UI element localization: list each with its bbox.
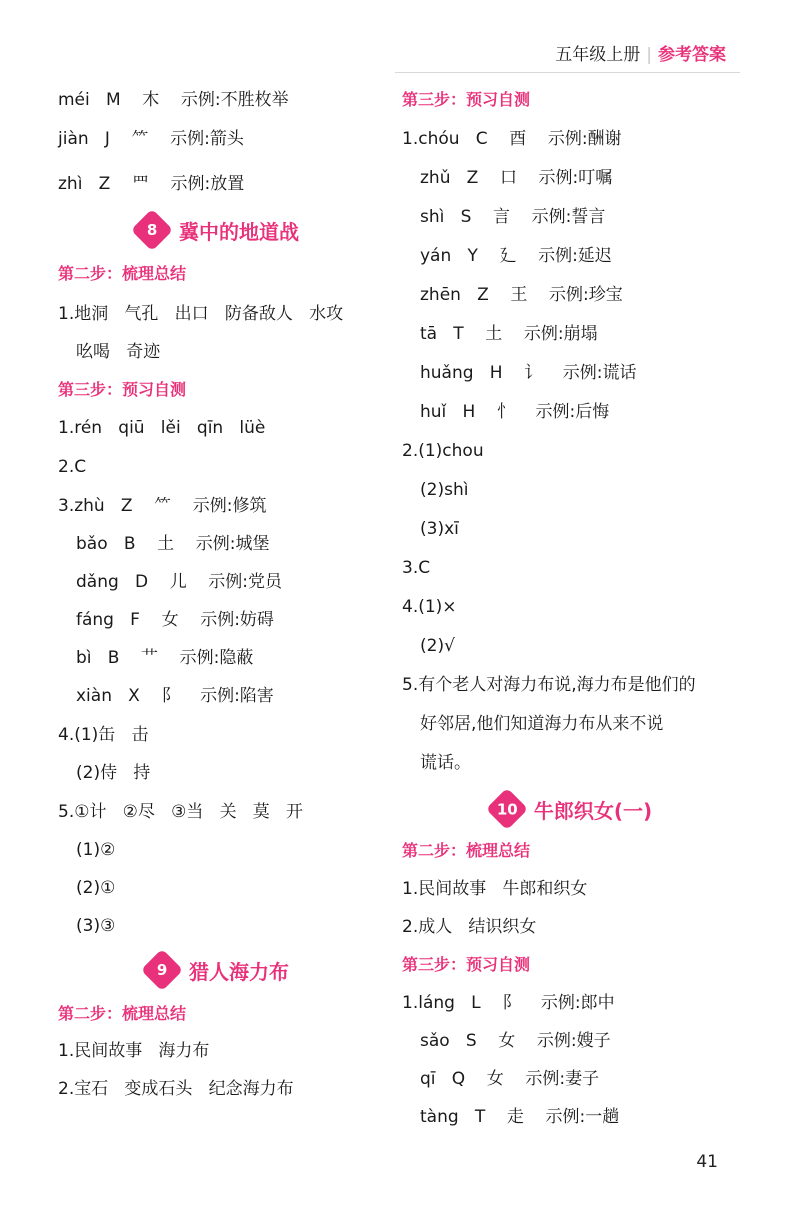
section-heading: 第二步：梳理总结 [58, 1004, 187, 1023]
answer-line: 3.zhù Z ⺮ 示例:修筑 [58, 496, 267, 516]
answer-line: shì S 言 示例:誓言 [420, 207, 606, 227]
answer-line: (2)侍 持 [76, 763, 151, 783]
answer-line: huǐ H 忄 示例:后悔 [420, 402, 610, 422]
answer-line: 2.宝石 变成石头 纪念海力布 [58, 1079, 294, 1099]
answer-line: zhǔ Z 口 示例:叮嘱 [420, 168, 613, 188]
answer-line: bì B 艹 示例:隐蔽 [76, 648, 254, 668]
answer-line: (2)shì [420, 480, 469, 500]
section-heading: 第三步：预习自测 [402, 90, 531, 109]
answer-line: 吆喝 奇迹 [76, 342, 161, 362]
answer-line: (3)③ [76, 916, 116, 936]
answer-line: qī Q 女 示例:妻子 [420, 1069, 600, 1089]
answer-line: 1.民间故事 海力布 [58, 1041, 210, 1061]
answer-line: zhēn Z 王 示例:珍宝 [420, 285, 623, 305]
lesson-number-badge: 8 [131, 209, 173, 251]
answer-line: 2.(1)chou [402, 441, 484, 461]
lesson-title: 牛郎织女(一) [533, 798, 653, 823]
answer-line: bǎo B 土 示例:城堡 [76, 534, 270, 554]
section-heading: 第三步：预习自测 [402, 955, 531, 974]
answer-line: 好邻居,他们知道海力布从来不说 [420, 714, 664, 734]
lesson-number-badge: 10 [486, 788, 528, 830]
answer-line: 1.rén qiū lěi qīn lüè [58, 418, 266, 438]
answer-line: (1)② [76, 840, 116, 860]
answer-line: 5.有个老人对海力布说,海力布是他们的 [402, 675, 696, 695]
answer-line: méi M 木 示例:不胜枚举 [58, 90, 289, 110]
answer-line: (2)√ [420, 636, 455, 656]
right-column [402, 72, 742, 1127]
answer-line: 谎话。 [420, 753, 471, 773]
lesson-title: 猎人海力布 [189, 959, 289, 984]
answer-line: (2)① [76, 878, 116, 898]
answer-line: 1.chóu C 酉 示例:酬谢 [402, 129, 622, 149]
lesson-number-badge: 9 [141, 949, 183, 991]
answer-line: xiàn X 阝 示例:陷害 [76, 686, 274, 706]
answer-line: 4.(1)× [402, 597, 457, 617]
answer-line: tàng T 走 示例:一趟 [420, 1107, 620, 1127]
section-heading: 第二步：梳理总结 [402, 841, 531, 860]
header-grade: 五年级上册 [555, 45, 641, 65]
page-number: 41 [696, 1152, 718, 1172]
answer-line: 5.①计 ②尽 ③当 关 莫 开 [58, 802, 303, 822]
answer-line: 4.(1)缶 击 [58, 725, 149, 745]
answer-line: fáng F 女 示例:妨碍 [76, 610, 274, 630]
answer-line: 2.C [58, 457, 87, 477]
answer-line: 1.láng L 阝 示例:郎中 [402, 993, 615, 1013]
left-column [58, 72, 378, 1099]
answer-line: tā T 土 示例:崩塌 [420, 324, 598, 344]
answer-line: jiàn J ⺮ 示例:箭头 [58, 129, 244, 149]
lesson-9-heading [58, 952, 378, 988]
answer-line: (3)xī [420, 519, 459, 539]
answer-line: 1.地洞 气孔 出口 防备敌人 水攻 [58, 304, 344, 324]
answer-line: 3.C [402, 558, 431, 578]
header-divider: | [646, 45, 652, 65]
header-answers: 参考答案 [658, 45, 726, 65]
answer-line: 2.成人 结识织女 [402, 917, 537, 937]
lesson-10-heading [402, 791, 742, 827]
answer-line: 1.民间故事 牛郎和织女 [402, 879, 588, 899]
section-heading: 第二步：梳理总结 [58, 264, 187, 283]
section-heading: 第三步：预习自测 [58, 380, 187, 399]
answer-line: dǎng D 儿 示例:党员 [76, 572, 283, 592]
lesson-8-heading [58, 212, 378, 248]
answer-line: huǎng H 讠 示例:谎话 [420, 363, 637, 383]
page-header [555, 40, 726, 65]
lesson-title: 冀中的地道战 [179, 219, 299, 244]
answer-line: yán Y 廴 示例:延迟 [420, 246, 612, 266]
answer-line: zhì Z 罒 示例:放置 [58, 174, 245, 194]
answer-line: sǎo S 女 示例:嫂子 [420, 1031, 611, 1051]
